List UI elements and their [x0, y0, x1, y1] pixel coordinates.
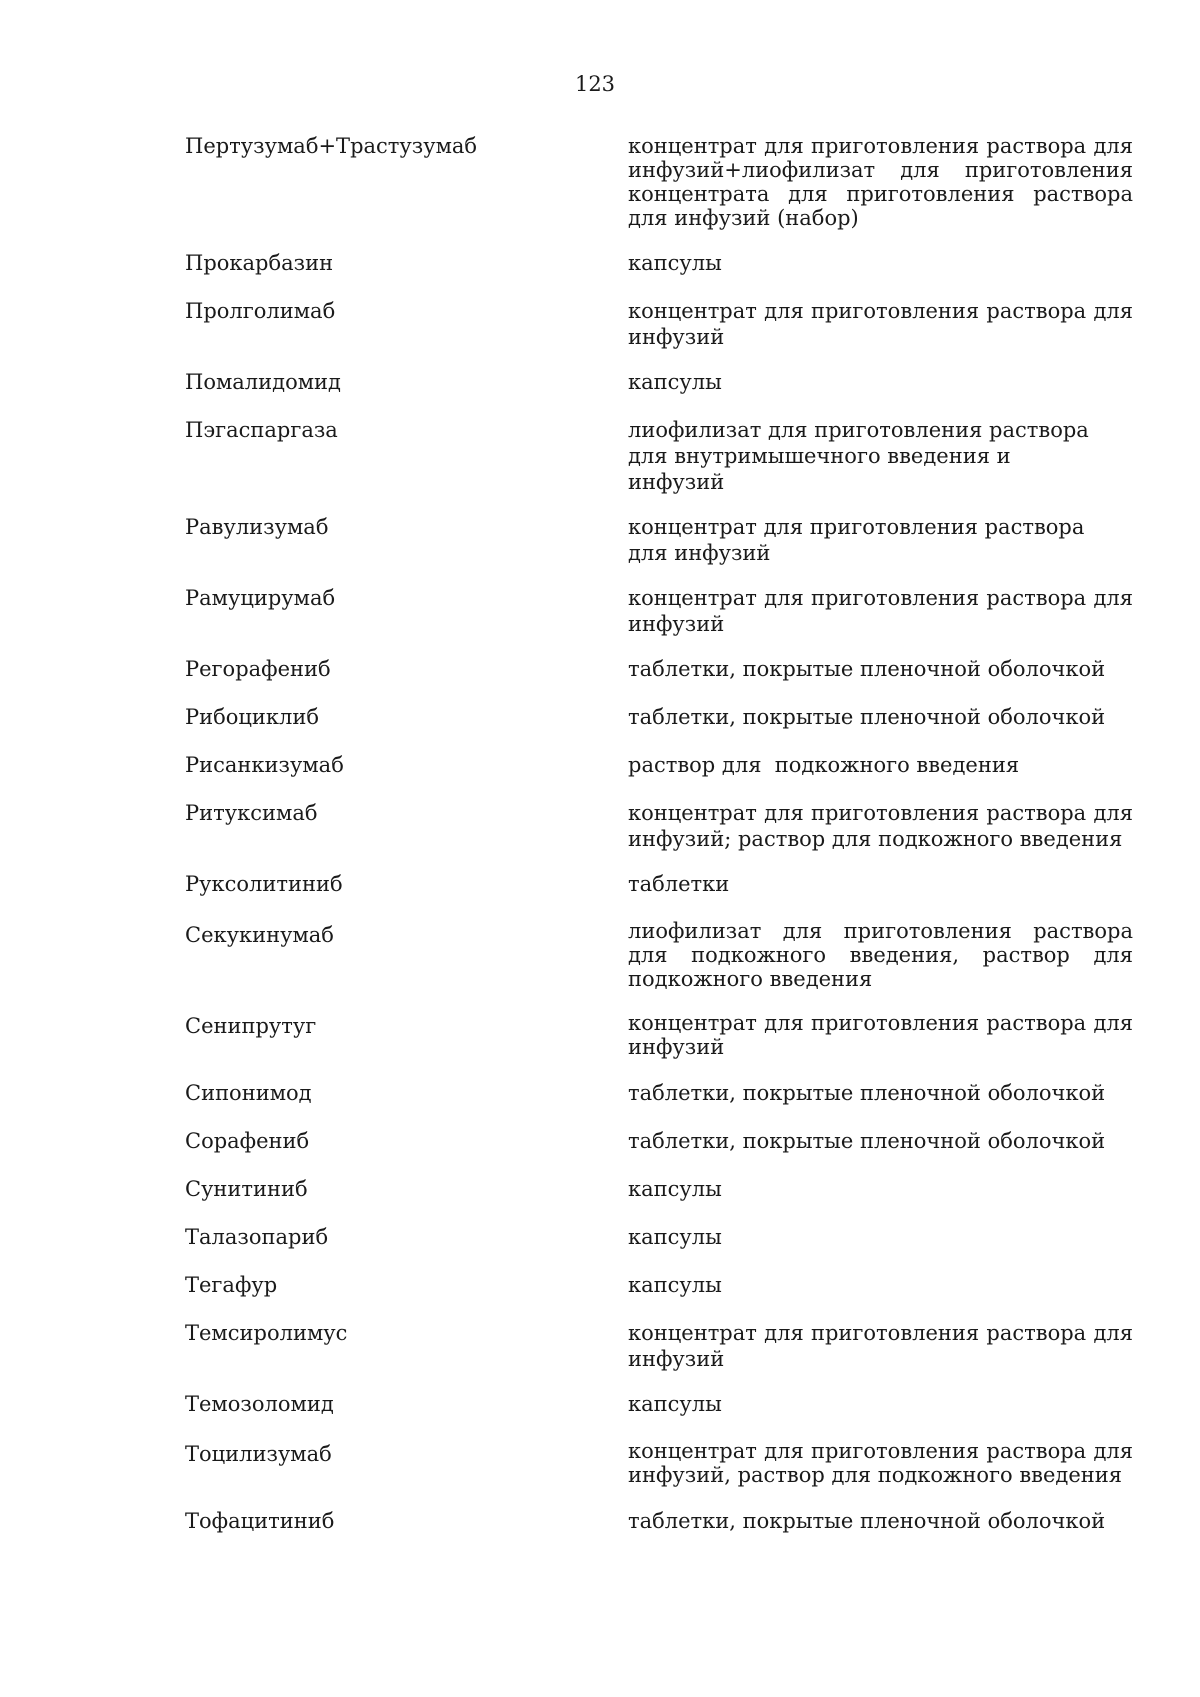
drug-name: Ритуксимаб [185, 801, 318, 825]
list-item [185, 1011, 1133, 1059]
dosage-form: концентрат для приготовления раствора для инфузий [628, 515, 1085, 565]
drug-name: Рамуцирумаб [185, 586, 336, 610]
list-item [185, 919, 1133, 991]
list-item [185, 585, 1133, 637]
list-item [185, 1508, 1133, 1534]
list-item [185, 514, 1133, 566]
list-item [185, 134, 1133, 230]
drug-name: Темозоломид [185, 1392, 334, 1416]
list-item [185, 656, 1133, 682]
dosage-form: капсулы [628, 251, 722, 275]
drug-name: Пролголимаб [185, 299, 336, 323]
dosage-form: таблетки [628, 872, 730, 896]
list-item [185, 250, 1133, 276]
list-item [185, 1080, 1133, 1106]
dosage-form: капсулы [628, 1273, 722, 1297]
drug-name: Темсиролимус [185, 1321, 348, 1345]
drug-name: Помалидомид [185, 370, 341, 394]
drug-name: Тегафур [185, 1273, 278, 1297]
drug-name: Сорафениб [185, 1129, 310, 1153]
list-item [185, 417, 1133, 495]
drug-name: Пэгаспаргаза [185, 418, 338, 442]
list-item [185, 1391, 1133, 1417]
dosage-form: капсулы [628, 1177, 722, 1201]
dosage-form: таблетки, покрытые пленочной оболочкой [628, 1081, 1106, 1105]
dosage-form: капсулы [628, 1392, 722, 1416]
list-item [185, 1224, 1133, 1250]
drug-name: Тоцилизумаб [185, 1442, 332, 1466]
dosage-form: концентрат для приготовления раствора для инфузий, раствор для подкожного введения [628, 1439, 1133, 1487]
dosage-form: лиофилизат для приготовления раствора для подкожного введения, раствор для подкожного введения [628, 919, 1133, 991]
dosage-form: концентрат для приготовления раствора для инфузий [628, 1321, 1133, 1371]
dosage-form: капсулы [628, 1225, 722, 1249]
dosage-form: таблетки, покрытые пленочной оболочкой [628, 705, 1106, 729]
list-item [185, 1128, 1133, 1154]
dosage-form: концентрат для приготовления раствора для инфузий [628, 1011, 1133, 1059]
drug-name: Секукинумаб [185, 923, 334, 947]
drug-name: Рисанкизумаб [185, 753, 344, 777]
list-item [185, 1439, 1133, 1487]
drug-name: Равулизумаб [185, 515, 329, 539]
drug-name: Тофацитиниб [185, 1509, 335, 1533]
drug-name: Руксолитиниб [185, 872, 343, 896]
list-item [185, 800, 1133, 852]
dosage-form: концентрат для приготовления раствора для инфузий [628, 299, 1133, 349]
list-item [185, 1320, 1133, 1372]
list-item [185, 752, 1133, 778]
drug-name: Прокарбазин [185, 251, 334, 275]
dosage-form: лиофилизат для приготовления раствора для внутримышечного введения и инфузий [628, 418, 1089, 494]
drug-name: Сипонимод [185, 1081, 312, 1105]
drug-name: Регорафениб [185, 657, 331, 681]
list-item [185, 298, 1133, 350]
list-item [185, 1176, 1133, 1202]
dosage-form: концентрат для приготовления раствора для инфузий [628, 586, 1133, 636]
dosage-form: концентрат для приготовления раствора для инфузий; раствор для подкожного введения [628, 801, 1133, 851]
drug-name: Пертузумаб+Трастузумаб [185, 134, 478, 158]
drug-name: Сунитиниб [185, 1177, 308, 1201]
dosage-form: концентрат для приготовления раствора для инфузий+лиофилизат для приготовления концентрата для приготовления раствора для инфузий (набор) [628, 134, 1133, 230]
dosage-form: таблетки, покрытые пленочной оболочкой [628, 657, 1106, 681]
list-item [185, 369, 1133, 395]
drug-list [185, 134, 1133, 1534]
list-item [185, 704, 1133, 730]
dosage-form: таблетки, покрытые пленочной оболочкой [628, 1129, 1106, 1153]
drug-name: Сенипрутуг [185, 1014, 317, 1038]
list-item [185, 871, 1133, 897]
dosage-form: таблетки, покрытые пленочной оболочкой [628, 1509, 1106, 1533]
dosage-form: раствор для подкожного введения [628, 753, 1020, 777]
drug-name: Талазопариб [185, 1225, 329, 1249]
list-item [185, 1272, 1133, 1298]
page-number: 123 [574, 72, 616, 96]
drug-name: Рибоциклиб [185, 705, 320, 729]
dosage-form: капсулы [628, 370, 722, 394]
